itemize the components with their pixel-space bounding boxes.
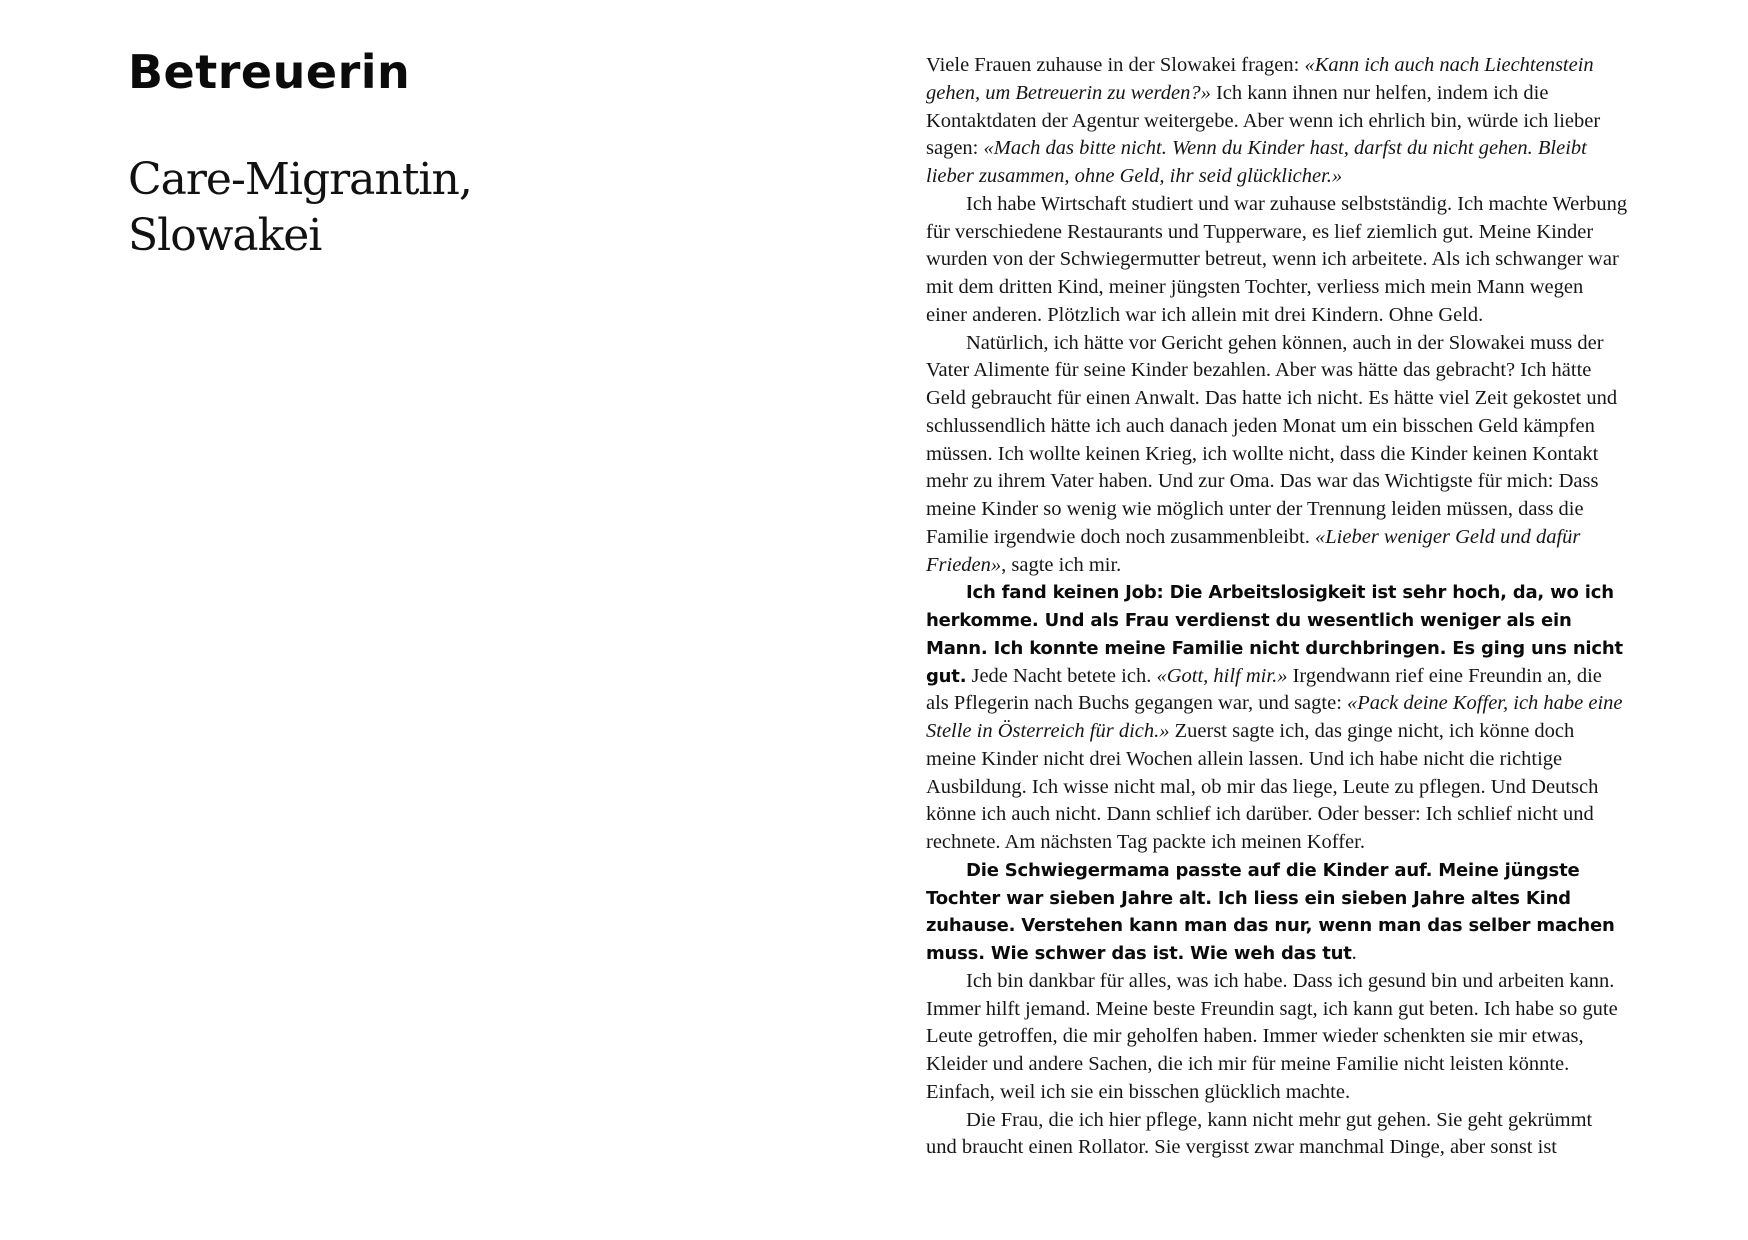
paragraph [926,1107,1628,1163]
quote-run: «Lieber weniger Geld und dafür Frieden» [926,525,1581,576]
text-run: Die Frau, die ich hier pflege, kann nicht mehr gut gehen. Sie geht gekrümmt und braucht einen Rollator. Sie vergisst zwar manchmal Dinge, aber sonst ist [926,1108,1593,1159]
text-run: Natürlich, ich hätte vor Gericht gehen können, auch in der Slowakei muss der Vater Alimente für seine Kinder bezahlen. Aber was hätte das gebracht? Ich hätte Geld gebraucht für einen Anwalt. Das hatte ich nicht. Es hätte viel Zeit gekostet und schlussendlich hätte ich auch danach jeden Monat um ein bisschen Geld kämpfen müssen. Ich wollte keinen Krieg, ich wollte nicht, dass die Kinder keinen Kontakt mehr zu ihrem Vater haben. Und zur Oma. Das war das Wichtigste für mich: Dass meine Kinder so wenig wie möglich unter der Trennung leiden müssen, dass die Familie irgendwie doch noch zusammenbleibt. [926,331,1618,548]
paragraph [926,52,1628,191]
text-run: Ich kann ihnen nur helfen, indem ich die Kontaktdaten der Agentur weitergebe. Aber wenn ich ehrlich bin, würde ich lieber sagen: [926,81,1601,160]
text-run: Zuerst sagte ich, das ginge nicht, ich könne doch meine Kinder nicht drei Wochen allein lassen. Und ich habe nicht die richtige Ausbildung. Ich wisse nicht mal, ob mir das liege, Leute zu pflegen. Und Deutsch könne ich auch nicht. Dann schlief ich darüber. Oder besser: Ich schlief nicht und rechnete. Am nächsten Tag packte ich meinen Koffer. [926,720,1599,853]
text-run: Irgendwann rief eine Freundin an, die als Pflegerin nach Buchs gegangen war, und sagte: [926,664,1602,715]
quote-run: «Kann ich auch nach Liechtenstein gehen, um Betreuerin zu werden?» [926,54,1594,104]
paragraph [926,968,1628,1107]
emphasis-run: Die Schwiegermama passte auf die Kinder auf. Meine jüngste Tochter war sieben Jahre alt. Ich liess ein sieben Jahre altes Kind zuhause. Verstehen kann man das nur, wenn man das selber machen muss. Wie schwer das ist. Wie weh das tut [926,859,1615,964]
quote-run: «Mach das bitte nicht. Wenn du Kinder hast, darfst du nicht gehen. Bleibt lieber zusammen, ohne Geld, ihr seid glücklicher.» [926,137,1587,187]
quote-run: «Gott, hilf mir.» [1156,664,1288,687]
paragraph [926,330,1628,580]
quote-run: «Pack deine Koffer, ich habe eine Stelle in Österreich für dich.» [926,692,1623,742]
text-run: Viele Frauen zuhause in der Slowakei fragen: [926,54,1305,76]
emphasis-run: Ich fand keinen Job: Die Arbeitslosigkeit ist sehr hoch, da, wo ich herkomme. Und als Frau verdienst du wesentlich weniger als ein Mann. Ich konnte meine Familie nicht durchbringen. Es ging uns nicht gut. [926,582,1623,687]
text-run: , sagte ich mir. [1001,553,1122,576]
text-run: Ich habe Wirtschaft studiert und war zuhause selbstständig. Ich machte Werbung für verschiedene Restaurants und Tupperware, es lief ziemlich gut. Meine Kinder wurden von der Schwiegermutter betreut, wenn ich arbeitete. Als ich schwanger war mit dem dritten Kind, meiner jüngsten Tochter, verliess mich mein Mann wegen einer anderen. Plötzlich war ich allein mit drei Kindern. Ohne Geld. [926,192,1628,326]
chapter-subtitle [128,152,472,264]
subtitle-line: Slowakei [128,210,322,261]
chapter-title: Betreuerin [128,45,411,99]
text-run: Jede Nacht betete ich. [966,664,1157,687]
subtitle-line: Care-Migrantin, [128,154,472,205]
text-run: Ich bin dankbar für alles, was ich habe. Dass ich gesund bin und arbeiten kann. Immer hilft jemand. Meine beste Freundin sagt, ich kann gut beten. Ich habe so gute Leute getroffen, die mir geholfen haben. Immer wieder schenkten sie mir etwas, Kleider und andere Sachen, die ich mir für meine Familie nicht leisten könnte. Einfach, weil ich sie ein bisschen glücklich machte. [926,969,1618,1103]
body-text [926,52,1628,1162]
text-run: . [1351,942,1357,964]
paragraph [926,579,1628,857]
paragraph [926,857,1628,968]
paragraph [926,191,1628,330]
